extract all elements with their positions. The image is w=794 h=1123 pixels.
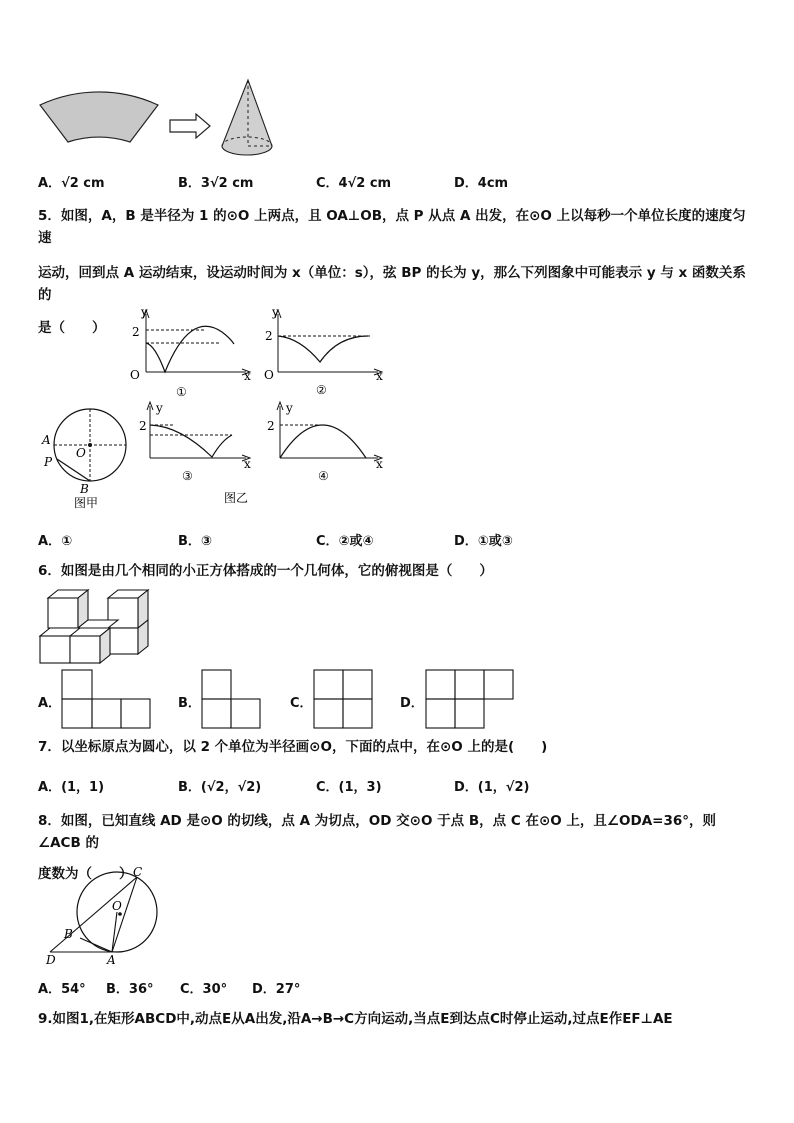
- graph-4-caption: ④: [318, 469, 329, 483]
- graph-2-origin: O: [264, 368, 274, 382]
- q7-stem: 7．以坐标原点为圆心，以 2 个单位为半径画⊙O，下面的点中，在⊙O 上的是( ): [38, 739, 548, 755]
- circle-label-a: A: [42, 433, 51, 447]
- q8-label-o: O: [112, 899, 122, 913]
- q8-label-d: D: [46, 953, 56, 967]
- q8-option-d[interactable]: [252, 978, 300, 997]
- figure-yi-caption: 图乙: [224, 491, 249, 505]
- graph-2-x-label: x: [376, 369, 383, 383]
- q7-option-a-text: (1，1): [61, 780, 105, 795]
- q8-option-a[interactable]: [38, 978, 86, 997]
- q8-option-c-text: 30°: [202, 982, 228, 997]
- circle-label-b: B: [80, 482, 89, 496]
- graph-2-y-label: y: [272, 305, 279, 319]
- q7-option-d-text: (1，√2): [477, 780, 530, 795]
- q7-option-b-text: (√2，√2): [200, 780, 262, 795]
- q5-option-b-letter: B．: [178, 534, 201, 549]
- q8-option-c-letter: C．: [180, 982, 203, 997]
- graph-1-y-label: y: [141, 305, 148, 319]
- q8-option-b-text: 36°: [128, 982, 154, 997]
- q4-option-a-letter: A．: [38, 176, 62, 191]
- graph-4-y-label: y: [286, 401, 293, 415]
- circle-label-o: O: [76, 446, 86, 460]
- q8-option-b[interactable]: [106, 978, 154, 997]
- q5-option-d-letter: D．: [454, 534, 478, 549]
- q5-stem-line2: 运动，回到点 A 运动结束，设运动时间为 x（单位：s），弦 BP 的长为 y，那么下列图象中可能表示 y 与 x 函数关系的: [38, 265, 746, 303]
- graph-2-caption: ②: [316, 383, 327, 397]
- q4-option-d-letter: D．: [454, 176, 478, 191]
- graph-1-tick-2: 2: [132, 325, 140, 339]
- q4-option-a-text: √2 cm: [61, 176, 105, 191]
- q7-option-a-letter: A．: [38, 780, 62, 795]
- q8-stem-line1: 8．如图，已知直线 AD 是⊙O 的切线，点 A 为切点，OD 交⊙O 于点 B，点 C 在⊙O 上，且∠ODA=36°，则∠ACB 的: [38, 813, 717, 851]
- graph-3-y-label: y: [156, 401, 163, 415]
- graph-1-origin: O: [130, 368, 140, 382]
- q8-option-d-text: 27°: [275, 982, 301, 997]
- graph-3-tick-2: 2: [139, 419, 147, 433]
- q8-label-a: A: [107, 953, 116, 967]
- q4-option-c-letter: C．: [316, 176, 339, 191]
- graph-3-caption: ③: [182, 469, 193, 483]
- graph-4-x-label: x: [376, 457, 383, 471]
- q8-option-d-letter: D．: [252, 982, 276, 997]
- q5-option-d-text: ①或③: [477, 534, 513, 549]
- q5-option-a-letter: A．: [38, 534, 62, 549]
- q5-stem-line3: 是（ ）: [38, 320, 106, 336]
- q7-option-c-letter: C．: [316, 780, 339, 795]
- q9-stem: 9.如图1,在矩形ABCD中,动点E从A出发,沿A→B→C方向运动,当点E到达点C时停止运动,过点E作EF⊥AE: [38, 1011, 673, 1027]
- graph-3-x-label: x: [244, 457, 251, 471]
- q5-option-b-text: ③: [200, 534, 212, 549]
- q6-option-a-letter: A．: [38, 696, 62, 711]
- q6-option-c-letter: C．: [290, 696, 313, 711]
- q6-option-d-letter: D．: [400, 696, 424, 711]
- q6-option-b-letter: B．: [178, 696, 201, 711]
- graph-4-tick-2: 2: [267, 419, 275, 433]
- q7-option-b-letter: B．: [178, 780, 201, 795]
- q4-option-c-text: 4√2 cm: [338, 176, 392, 191]
- q7-option-c-text: (1，3): [338, 780, 382, 795]
- graph-1-caption: ①: [176, 385, 187, 399]
- q8-option-c[interactable]: [180, 978, 227, 997]
- figure-jia-caption: 图甲: [74, 496, 99, 510]
- graph-1-x-label: x: [244, 369, 251, 383]
- q8-option-b-letter: B．: [106, 982, 129, 997]
- q8-stem-line2: 度数为（ ）: [38, 866, 133, 882]
- q8-option-a-letter: A．: [38, 982, 62, 997]
- q4-option-d-text: 4cm: [477, 176, 509, 191]
- q5-option-c-text: ②或④: [338, 534, 374, 549]
- circle-label-p: P: [44, 455, 53, 469]
- q6-stem: 6．如图是由几个相同的小正方体搭成的一个几何体，它的俯视图是（ ）: [38, 563, 493, 579]
- q8-option-a-text: 54°: [61, 982, 86, 997]
- graph-2-tick-2: 2: [265, 329, 273, 343]
- q7-option-d-letter: D．: [454, 780, 478, 795]
- q5-option-a-text: ①: [61, 534, 73, 549]
- q4-option-b-text: 3√2 cm: [200, 176, 254, 191]
- q4-option-b-letter: B．: [178, 176, 201, 191]
- q8-label-b: B: [64, 927, 73, 941]
- q8-label-c: C: [133, 865, 143, 879]
- q5-stem-line1: 5．如图，A，B 是半径为 1 的⊙O 上两点，且 OA⊥OB，点 P 从点 A 出发，在⊙O 上以每秒一个单位长度的速度匀速: [38, 208, 746, 246]
- q5-option-c-letter: C．: [316, 534, 339, 549]
